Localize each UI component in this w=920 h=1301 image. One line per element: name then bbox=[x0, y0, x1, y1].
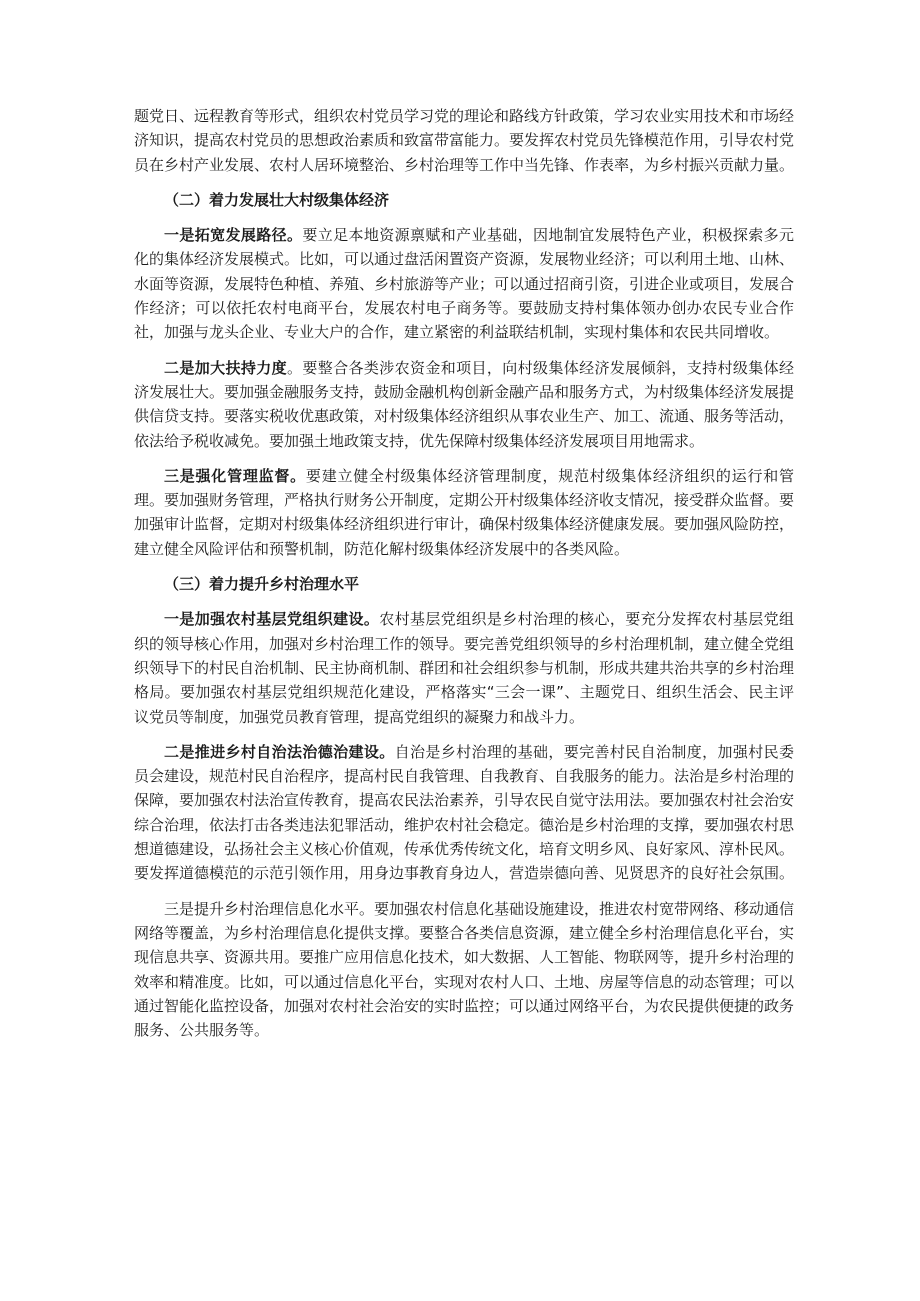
paragraph-lead: 一是拓宽发展路径。 bbox=[164, 226, 303, 245]
section-heading-3: （三）着力提升乡村治理水平 bbox=[164, 575, 360, 594]
paragraph-lead: 二是推进乡村自治法治德治建设。 bbox=[164, 742, 395, 761]
paragraph-lead: 一是加强农村基层党组织建设。 bbox=[164, 610, 380, 629]
paragraph-intro-continued: 题党日、远程教育等形式，组织农村党员学习党的理论和路线方针政策，学习农业实用技术和市场经济知识，提高农村党员的思想政治素质和致富带富能力。要发挥农村党员先锋模范作用，引导农村党员在乡村产业发展、农村人居环境整治、乡村治理等工作中当先锋、作表率，为乡村振兴贡献力量。 bbox=[134, 107, 795, 174]
paragraph-3-2: 二是推进乡村自治法治德治建设。自治是乡村治理的基础，要完善村民自治制度，加强村民委员会建设，规范村民自治程序，提高村民自我管理、自我教育、自我服务的能力。法治是乡村治理的保障，要加强农村法治宣传教育，提高农民法治素养，引导农民自觉守法用法。要加强农村社会治安综合治理，依法打击各类违法犯罪活动，维护农村社会稳定。德治是乡村治理的支撑，要加强农村思想道德建设，弘扬社会主义核心价值观，传承优秀传统文化，培育文明乡风、良好家风、淳朴民风。要发挥道德模范的示范引领作用，用身边事教育身边人，营造崇德向善、见贤思齐的良好社会氛围。 bbox=[134, 742, 795, 883]
paragraph-2-1: 一是拓宽发展路径。要立足本地资源禀赋和产业基础，因地制宜发展特色产业，积极探索多元化的集体经济发展模式。比如，可以通过盘活闲置资产资源，发展物业经济；可以利用土地、山林、水面等资源，发展特色种植、养殖、乡村旅游等产业；可以通过招商引资，引进企业或项目，发展合作经济；可以依托农村电商平台，发展农村电子商务等。要鼓励支持村集体领办创办农民专业合作社，加强与龙头企业、专业大户的合作，建立紧密的利益联结机制，实现村集体和农民共同增收。 bbox=[134, 226, 795, 342]
paragraph-2-3: 三是强化管理监督。要建立健全村级集体经济管理制度，规范村级集体经济组织的运行和管理。要加强财务管理，严格执行财务公开制度，定期公开村级集体经济收支情况，接受群众监督。要加强审计监督，定期对村级集体经济组织进行审计，确保村级集体经济健康发展。要加强风险防控，建立健全风险评估和预警机制，防范化解村级集体经济发展中的各类风险。 bbox=[134, 466, 795, 558]
document-body bbox=[134, 104, 794, 1053]
paragraph-lead: 三是强化管理监督。 bbox=[164, 466, 306, 485]
paragraph-3-3: 三是提升乡村治理信息化水平。要加强农村信息化基础设施建设，推进农村宽带网络、移动通信网络等覆盖，为乡村治理信息化提供支撑。要整合各类信息资源，建立健全乡村治理信息化平台，实现信息共享、资源共用。要推广应用信息化技术，如大数据、人工智能、物联网等，提升乡村治理的效率和精准度。比如，可以通过信息化平台，实现对农村人口、土地、房屋等信息的动态管理；可以通过智能化监控设备，加强对农村社会治安的实时监控；可以通过网络平台，为农民提供便捷的政务服务、公共服务等。 bbox=[134, 899, 795, 1040]
paragraph-3-1: 一是加强农村基层党组织建设。农村基层党组织是乡村治理的核心，要充分发挥农村基层党组织的领导核心作用，加强对乡村治理工作的领导。要完善党组织领导的乡村治理机制，建立健全党组织领导下的村民自治机制、民主协商机制、群团和社会组织参与机制，形成共建共治共享的乡村治理格局。要加强农村基层党组织规范化建设，严格落实“三会一课”、主题党日、组织生活会、民主评议党员等制度，加强党员教育管理，提高党组织的凝聚力和战斗力。 bbox=[134, 610, 795, 726]
paragraph-lead: 二是加大扶持力度 bbox=[164, 358, 287, 377]
paragraph-2-2: 二是加大扶持力度。要整合各类涉农资金和项目，向村级集体经济发展倾斜，支持村级集体经济发展壮大。要加强金融服务支持，鼓励金融机构创新金融产品和服务方式，为村级集体经济发展提供信贷支持。要落实税收优惠政策，对村级集体经济组织从事农业生产、加工、流通、服务等活动，依法给予税收减免。要加强土地政策支持，优先保障村级集体经济发展项目用地需求。 bbox=[134, 358, 795, 450]
section-heading-2: （二）着力发展壮大村级集体经济 bbox=[164, 190, 390, 209]
